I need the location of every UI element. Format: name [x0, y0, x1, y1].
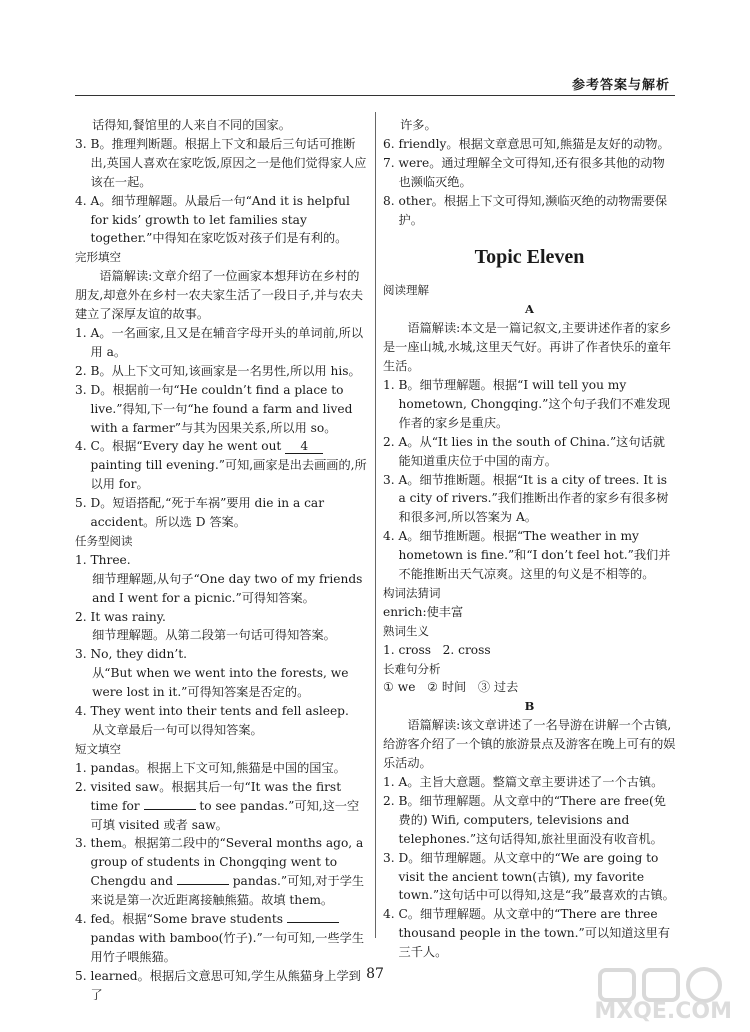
item-number: 2.	[75, 609, 91, 624]
item-number: 4.	[75, 912, 91, 927]
section-heading-reading: 阅读理解	[383, 283, 429, 298]
item-text: pandas。根据上下文可知,熊猫是中国的国宝。	[90, 760, 346, 775]
item-text: A。从“It lies in the south of China.”这句话就能知道重庆位于中国的南方。	[398, 434, 665, 468]
familiar-answer: 1. cross 2. cross	[383, 642, 491, 657]
text-part: painting till evening.”可知,画家是出去画画的,所以用 for。	[90, 458, 367, 492]
explanation: 细节理解题,从句子“One day two of my friends and I went for a picnic.”可得知答案。	[92, 571, 363, 605]
page-header	[0, 0, 750, 100]
item-text	[91, 910, 367, 967]
header-rule	[75, 95, 675, 96]
continued-text: 话得知,餐馆里的人来自不同的国家。	[92, 118, 291, 132]
part-label-a: A	[525, 302, 534, 317]
answer-item	[75, 381, 367, 438]
answer-item	[383, 433, 676, 471]
blank-line	[287, 910, 339, 923]
explanation: 从“But when we went into the forests, we were lost in it.”可得知答案是否定的。	[92, 666, 349, 700]
watermark-logo	[592, 966, 732, 1024]
passage-a-intro: 语篇解读:本文是一篇记叙文,主要讲述作者的家乡是一座山城,水城,这里天气好。再讲了作者快乐的童年生活。	[383, 321, 672, 374]
item-text	[91, 778, 367, 835]
item-number: 2.	[75, 779, 91, 794]
text-part: to see pandas.”可知,这一空可填 visited 或者 saw。	[90, 798, 360, 832]
answer-item	[383, 192, 676, 230]
answer-item	[75, 362, 367, 381]
long-sentence-answer: ① we ② 时间 ③ 过去	[383, 680, 519, 695]
item-number: 2.	[75, 363, 91, 378]
blank-line: 4	[285, 439, 323, 454]
item-text: other。根据上下文可得知,濒临灭绝的动物需要保护。	[398, 193, 668, 227]
item-text: A。细节推断题。根据“It is a city of trees. It is a city of rivers.”我们推断出作者的家乡有很多树和很多河,所以答案为 A。	[398, 472, 669, 525]
item-number: 5.	[75, 968, 91, 983]
item-number: 2.	[383, 434, 399, 449]
item-text: learned。根据后文意思可知,学生从熊猫身上学到了	[90, 968, 361, 1002]
right-column	[383, 116, 676, 962]
item-text: D。根据前一句“He couldn’t find a place to live.”得知,下一句“he found a farm and lived with a farmer”与其为因果关系,所以用 so。	[90, 382, 353, 435]
answer-item	[75, 551, 367, 570]
passage-b-intro: 语篇解读:该文章讲述了一名导游在讲解一个古镇,给游客介绍了一个镇的旅游景点及游客在晚上可有的娱乐活动。	[383, 718, 676, 771]
item-text: B。细节理解题。从文章中的“There are free(免费的) Wifi, computers, televisions and telephones.”这句话得知,旅社里面没有收音机。	[398, 793, 666, 846]
answer-item	[75, 834, 367, 910]
item-text: No, they didn’t.	[90, 647, 187, 662]
item-number: 3.	[75, 647, 91, 662]
explanation: 细节理解题。从第二段第一句话可得知答案。	[92, 628, 336, 643]
section-heading-cloze: 完形填空	[75, 250, 121, 265]
item-number: 1.	[383, 775, 399, 789]
answer-item	[383, 773, 676, 792]
item-number: 1.	[383, 377, 399, 392]
answer-item	[75, 494, 367, 532]
answer-item	[75, 778, 367, 835]
watermark-text: MXQE.COM	[594, 999, 732, 1024]
section-heading-task: 任务型阅读	[75, 533, 133, 548]
item-text	[91, 834, 367, 910]
item-text: C。细节理解题。从文章中的“There are three thousand people in the town.”可以知道这里有三千人。	[398, 907, 671, 960]
answer-item	[75, 759, 367, 778]
explanation: 从文章最后一句可以得知答案。	[92, 723, 263, 737]
text-part: pandas with bamboo(竹子).”一句可知,一些学生用竹子喂熊猫。	[90, 930, 365, 964]
item-number: 4.	[383, 529, 399, 544]
text-part: fed。根据“Some brave students	[90, 912, 287, 927]
answer-item	[383, 471, 676, 528]
item-number: 3.	[383, 850, 399, 865]
header-title: 参考答案与解析	[571, 78, 670, 93]
item-number: 3.	[75, 382, 91, 397]
page-number: 87	[366, 966, 384, 982]
item-text	[91, 437, 367, 494]
item-text: B。细节理解题。根据“I will tell you my hometown, Chongqing.”这个句子我们不难发现作者的家乡是重庆。	[398, 377, 671, 430]
text-part: pandas.”可知,对于学生来说是第一次近距离接触熊猫。故填 them。	[90, 874, 365, 908]
answer-item	[75, 324, 367, 362]
wordform-answer: enrich:使丰富	[383, 604, 464, 619]
section-heading-wordform: 构词法猜词	[383, 585, 441, 600]
answer-item	[383, 905, 676, 962]
column-divider	[375, 112, 376, 938]
answer-item	[383, 527, 676, 584]
answer-item	[75, 910, 367, 967]
section-heading-long: 长难句分析	[383, 661, 441, 676]
item-number: 3.	[383, 472, 399, 487]
answer-item	[75, 192, 367, 249]
text-part: visited saw。根据其后一句“It was the first time for	[90, 779, 342, 813]
item-number: 3.	[75, 136, 91, 151]
answer-item	[383, 376, 676, 433]
answer-item	[75, 645, 367, 664]
answer-item	[383, 154, 676, 192]
item-text: were。通过理解全文可得知,还有很多其他的动物也濒临灭绝。	[398, 155, 665, 189]
item-number: 5.	[75, 496, 91, 511]
item-text: A。一名画家,且又是在辅音字母开头的单词前,所以用 a。	[90, 325, 364, 359]
blank-line	[144, 797, 196, 810]
item-number: 4.	[75, 439, 91, 454]
answer-item	[75, 437, 367, 494]
blank-line	[177, 872, 229, 885]
item-number: 2.	[383, 793, 399, 808]
section-heading-short: 短文填空	[75, 741, 121, 756]
answer-item	[75, 135, 367, 192]
item-text: A。细节推断题。根据“The weather in my hometown is fine.”和“I don’t feel hot.”我们并不能推断出天气凉爽。这里的句义是不相等的。	[398, 529, 671, 582]
item-number: 8.	[383, 193, 399, 208]
item-text: They went into their tents and fell asleep.	[90, 704, 349, 719]
item-text: A。细节理解题。从最后一句“And it is helpful for kids’ growth to let families stay together.”中得知在家吃饭对孩子们是有利的。	[90, 193, 350, 246]
item-number: 7.	[383, 155, 399, 170]
item-number: 1.	[75, 760, 91, 775]
answer-item	[75, 608, 367, 627]
answer-item	[75, 702, 367, 721]
answer-item	[383, 849, 676, 906]
continued-text: 许多。	[400, 118, 437, 132]
topic-title: Topic Eleven	[474, 246, 585, 269]
item-text: A。主旨大意题。整篇文章主要讲述了一个古镇。	[398, 775, 664, 789]
item-number: 3.	[75, 836, 91, 851]
answer-item	[383, 135, 676, 154]
left-column	[75, 116, 367, 1005]
item-number: 4.	[75, 704, 91, 719]
item-number: 1.	[75, 552, 91, 567]
item-text: Three.	[90, 552, 131, 567]
item-text: It was rainy.	[90, 609, 166, 624]
item-number: 1.	[75, 325, 91, 340]
item-number: 4.	[75, 193, 91, 208]
item-text: friendly。根据文章意思可知,熊猫是友好的动物。	[398, 136, 670, 151]
cloze-intro: 语篇解读:文章介绍了一位画家本想拜访在乡村的朋友,却意外在乡村一农夫家生活了一段日子,并与农夫建立了深厚友谊的故事。	[75, 269, 364, 322]
text-part: C。根据“Every day he went out	[90, 439, 286, 454]
section-heading-familiar: 熟词生义	[383, 623, 429, 638]
text-part: them。根据第二段中的“Several months ago, a group of students in Chongqing went to Chengdu and	[90, 836, 364, 889]
item-number: 4.	[383, 907, 399, 922]
item-text: D。细节理解题。从文章中的“We are going to visit the ancient town(古镇), my favorite town.”这句话中可以得知,这是“我”最喜欢的古镇。	[398, 850, 675, 903]
item-text: B。从上下文可知,该画家是一名男性,所以用 his。	[90, 363, 361, 378]
item-number: 6.	[383, 136, 399, 151]
item-text: B。推理判断题。根据上下文和最后三句话可推断出,英国人喜欢在家吃饭,原因之一是他们觉得家人应该在一起。	[90, 136, 367, 189]
answer-item	[383, 792, 676, 849]
item-text: D。短语搭配,“死于车祸”要用 die in a car accident。所以选 D 答案。	[90, 496, 325, 530]
part-label-b: B	[524, 699, 535, 714]
